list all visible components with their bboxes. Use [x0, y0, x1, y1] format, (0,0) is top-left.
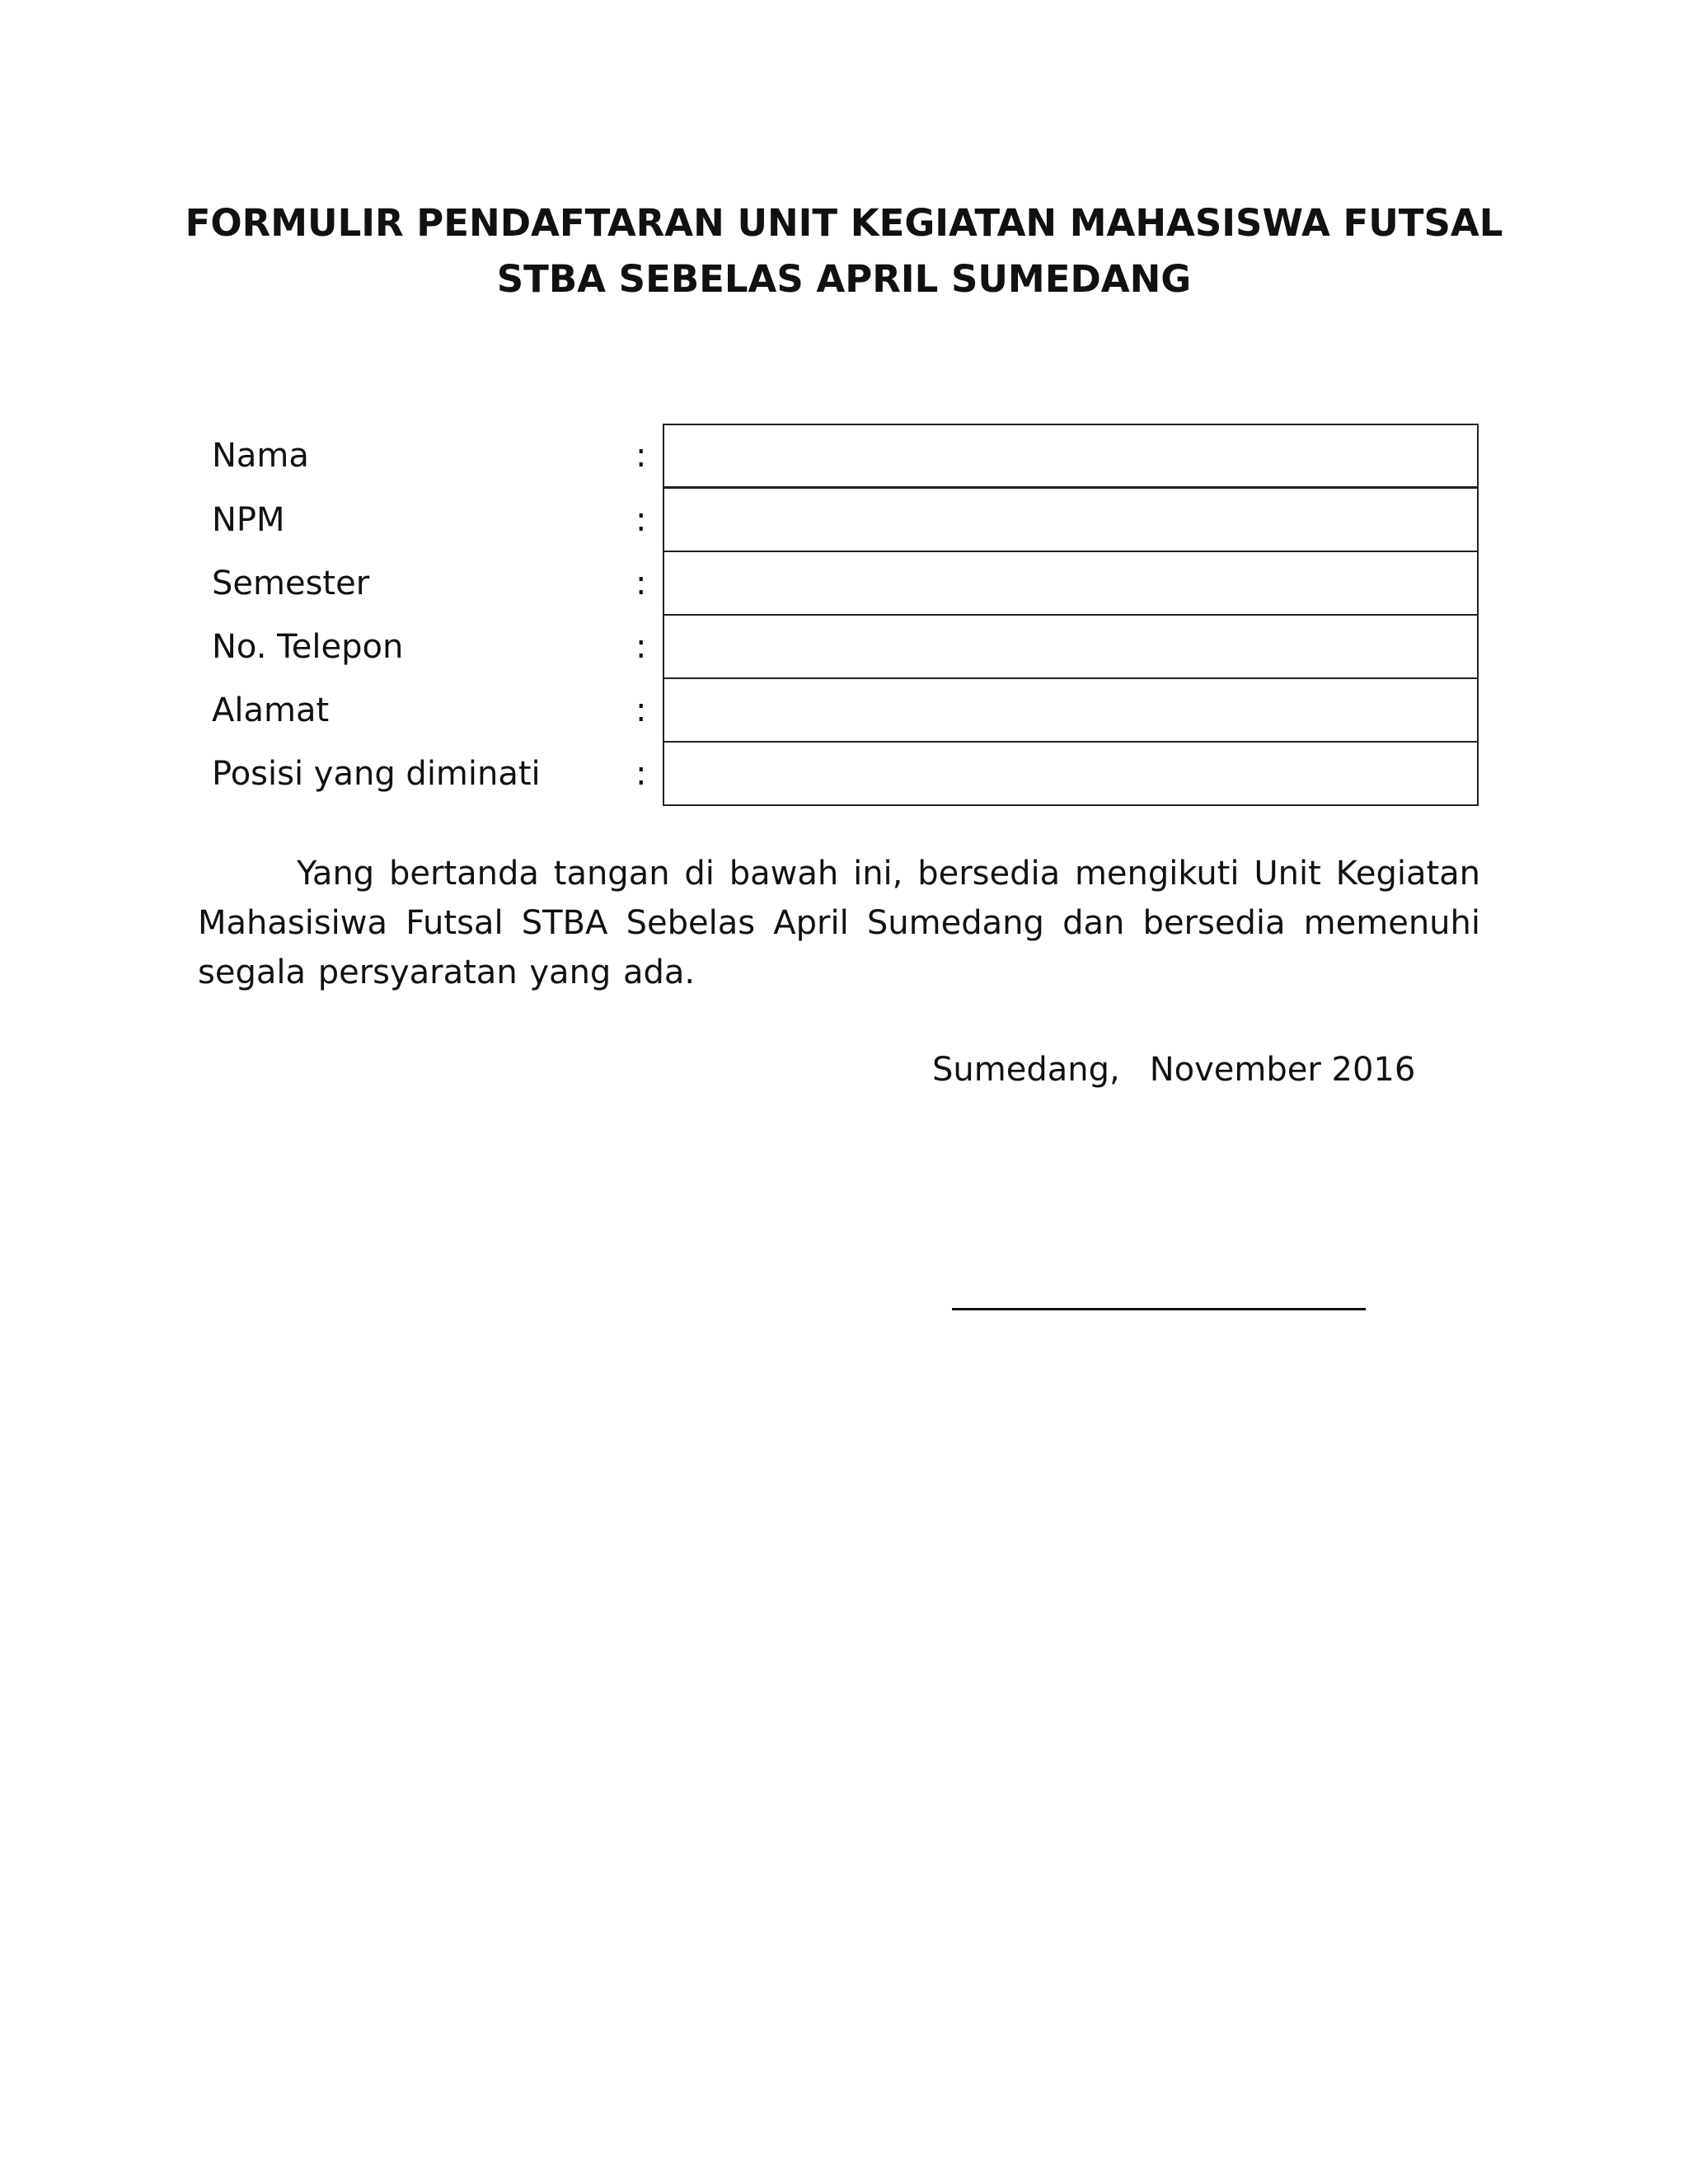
form-title-line-1: FORMULIR PENDAFTARAN UNIT KEGIATAN MAHASISWA FUTSAL [185, 201, 1503, 245]
place-text: Sumedang, [932, 1051, 1120, 1089]
signature-line[interactable] [952, 1308, 1366, 1310]
field-label-nama: Nama [212, 437, 309, 475]
place-date [932, 1045, 1415, 1094]
form-row-posisi [0, 742, 1688, 806]
form-row-npm [0, 488, 1688, 552]
field-label-npm: NPM [212, 501, 285, 539]
field-label-alamat: Alamat [212, 691, 330, 729]
telepon-field[interactable] [663, 615, 1479, 679]
field-label-posisi: Posisi yang diminati [212, 755, 541, 793]
field-separator: : [635, 437, 647, 475]
nama-field[interactable] [663, 424, 1479, 488]
alamat-field[interactable] [663, 678, 1479, 743]
field-separator: : [635, 628, 647, 666]
field-separator: : [635, 755, 647, 793]
field-label-telepon: No. Telepon [212, 628, 404, 666]
npm-field[interactable] [663, 488, 1479, 552]
posisi-field[interactable] [663, 742, 1479, 806]
form-row-nama [0, 424, 1688, 488]
field-label-semester: Semester [212, 565, 370, 602]
field-separator: : [635, 691, 647, 729]
form-row-telepon [0, 615, 1688, 679]
semester-field[interactable] [663, 551, 1479, 616]
form-title-line-2: STBA SEBELAS APRIL SUMEDANG [496, 257, 1192, 301]
declaration-paragraph: Yang bertanda tangan di bawah ini, bersedia mengikuti Unit Kegiatan Mahasisiwa Futsal STBA Sebelas April Sumedang dan bersedia memenuhi segala persyaratan yang ada. [198, 855, 1480, 991]
form-row-semester [0, 551, 1688, 616]
form-row-alamat [0, 678, 1688, 743]
field-separator: : [635, 565, 647, 602]
field-separator: : [635, 501, 647, 539]
date-text: November 2016 [1149, 1051, 1416, 1089]
